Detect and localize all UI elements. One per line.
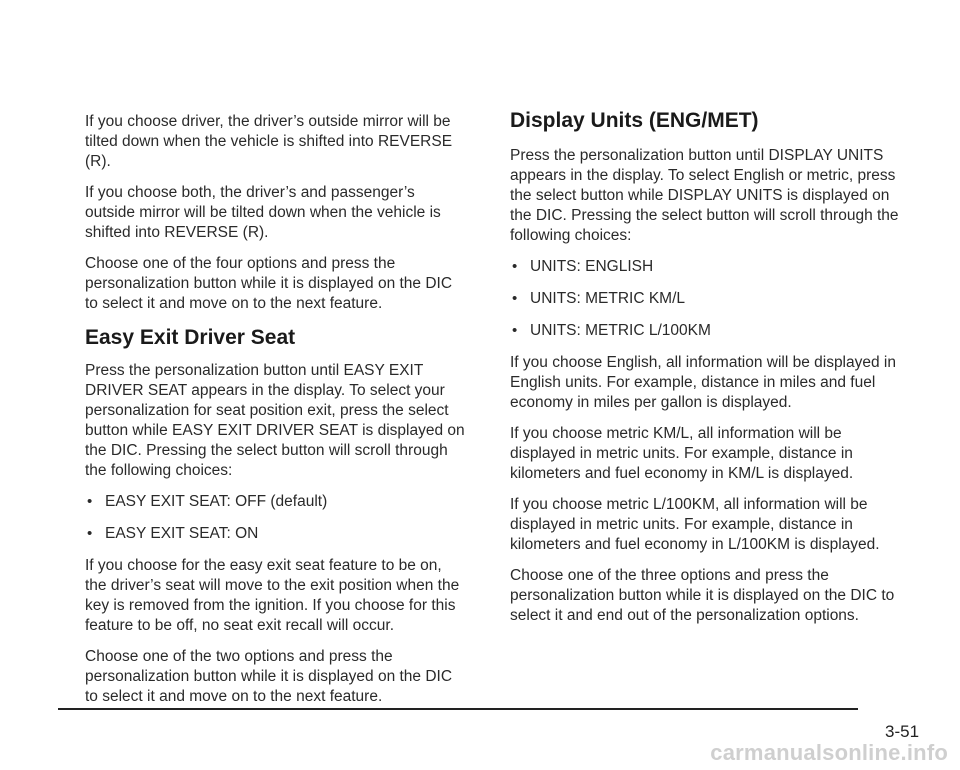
page-number: 3-51	[885, 722, 920, 741]
heading-easy-exit-driver-seat: Easy Exit Driver Seat	[85, 326, 296, 349]
heading-display-units: Display Units (ENG/MET)	[510, 109, 759, 132]
list-item-text: UNITS: METRIC L/100KM	[530, 322, 711, 339]
bullet-icon: •	[512, 290, 518, 307]
list-item-text: EASY EXIT SEAT: OFF (default)	[105, 493, 328, 510]
list-item-text: EASY EXIT SEAT: ON	[105, 525, 259, 542]
list-item	[85, 524, 465, 544]
watermark: carmanualsonline.info	[710, 740, 948, 765]
paragraph-both-mirrors: If you choose both, the driver’s and passenger’s outside mirror will be tilted down when the vehicle is shifted into REVERSE (R).	[85, 184, 441, 241]
paragraph-display-units-intro: Press the personalization button until DISPLAY UNITS appears in the display. To select English or metric, press the select button while DISPLAY UNITS is displayed on the DIC. Pressing the select button will scroll through the following choices:	[510, 147, 899, 244]
paragraph-metric-l100km: If you choose metric L/100KM, all information will be displayed in metric units. For example, distance in kilometers and fuel economy in L/100KM is displayed.	[510, 496, 880, 553]
paragraph-choose-two: Choose one of the two options and press the personalization button while it is displayed on the DIC to select it and move on to the next feature.	[85, 648, 453, 705]
paragraph-english-units: If you choose English, all information will be displayed in English units. For example, distance in miles and fuel economy in miles per gallon is displayed.	[510, 354, 896, 411]
paragraph-choose-three: Choose one of the three options and press the personalization button while it is displayed on the DIC to select it and end out of the personalization options.	[510, 567, 895, 624]
right-column	[510, 108, 900, 637]
paragraph-metric-kml: If you choose metric KM/L, all information will be displayed in metric units. For example, distance in kilometers and fuel economy in KM/L is displayed.	[510, 425, 854, 482]
easy-exit-choices-list	[85, 492, 465, 544]
list-item	[510, 321, 900, 341]
list-item-text: UNITS: METRIC KM/L	[530, 290, 686, 307]
footer-rule	[58, 708, 858, 710]
list-item-text: UNITS: ENGLISH	[530, 258, 654, 275]
paragraph-driver-mirror: If you choose driver, the driver’s outside mirror will be tilted down when the vehicle is shifted into REVERSE (R).	[85, 113, 453, 170]
list-item	[510, 289, 900, 309]
paragraph-easy-exit-explanation: If you choose for the easy exit seat feature to be on, the driver’s seat will move to the exit position when the key is removed from the ignition. If you choose for this feature to be off, no seat exit recall will occur.	[85, 557, 460, 634]
display-units-choices-list	[510, 257, 900, 341]
bullet-icon: •	[512, 258, 518, 275]
paragraph-easy-exit-intro: Press the personalization button until EASY EXIT DRIVER SEAT appears in the display. To select your personalization for seat position exit, press the select button while EASY EXIT DRIVER SEAT is displayed on the DIC. Pressing the select button will scroll through the following choices:	[85, 362, 465, 479]
left-column	[85, 112, 465, 718]
paragraph-choose-four: Choose one of the four options and press the personalization button while it is displayed on the DIC to select it and move on to the next feature.	[85, 255, 453, 312]
list-item	[510, 257, 900, 277]
list-item	[85, 492, 465, 512]
bullet-icon: •	[87, 525, 93, 542]
bullet-icon: •	[512, 322, 518, 339]
bullet-icon: •	[87, 493, 93, 510]
